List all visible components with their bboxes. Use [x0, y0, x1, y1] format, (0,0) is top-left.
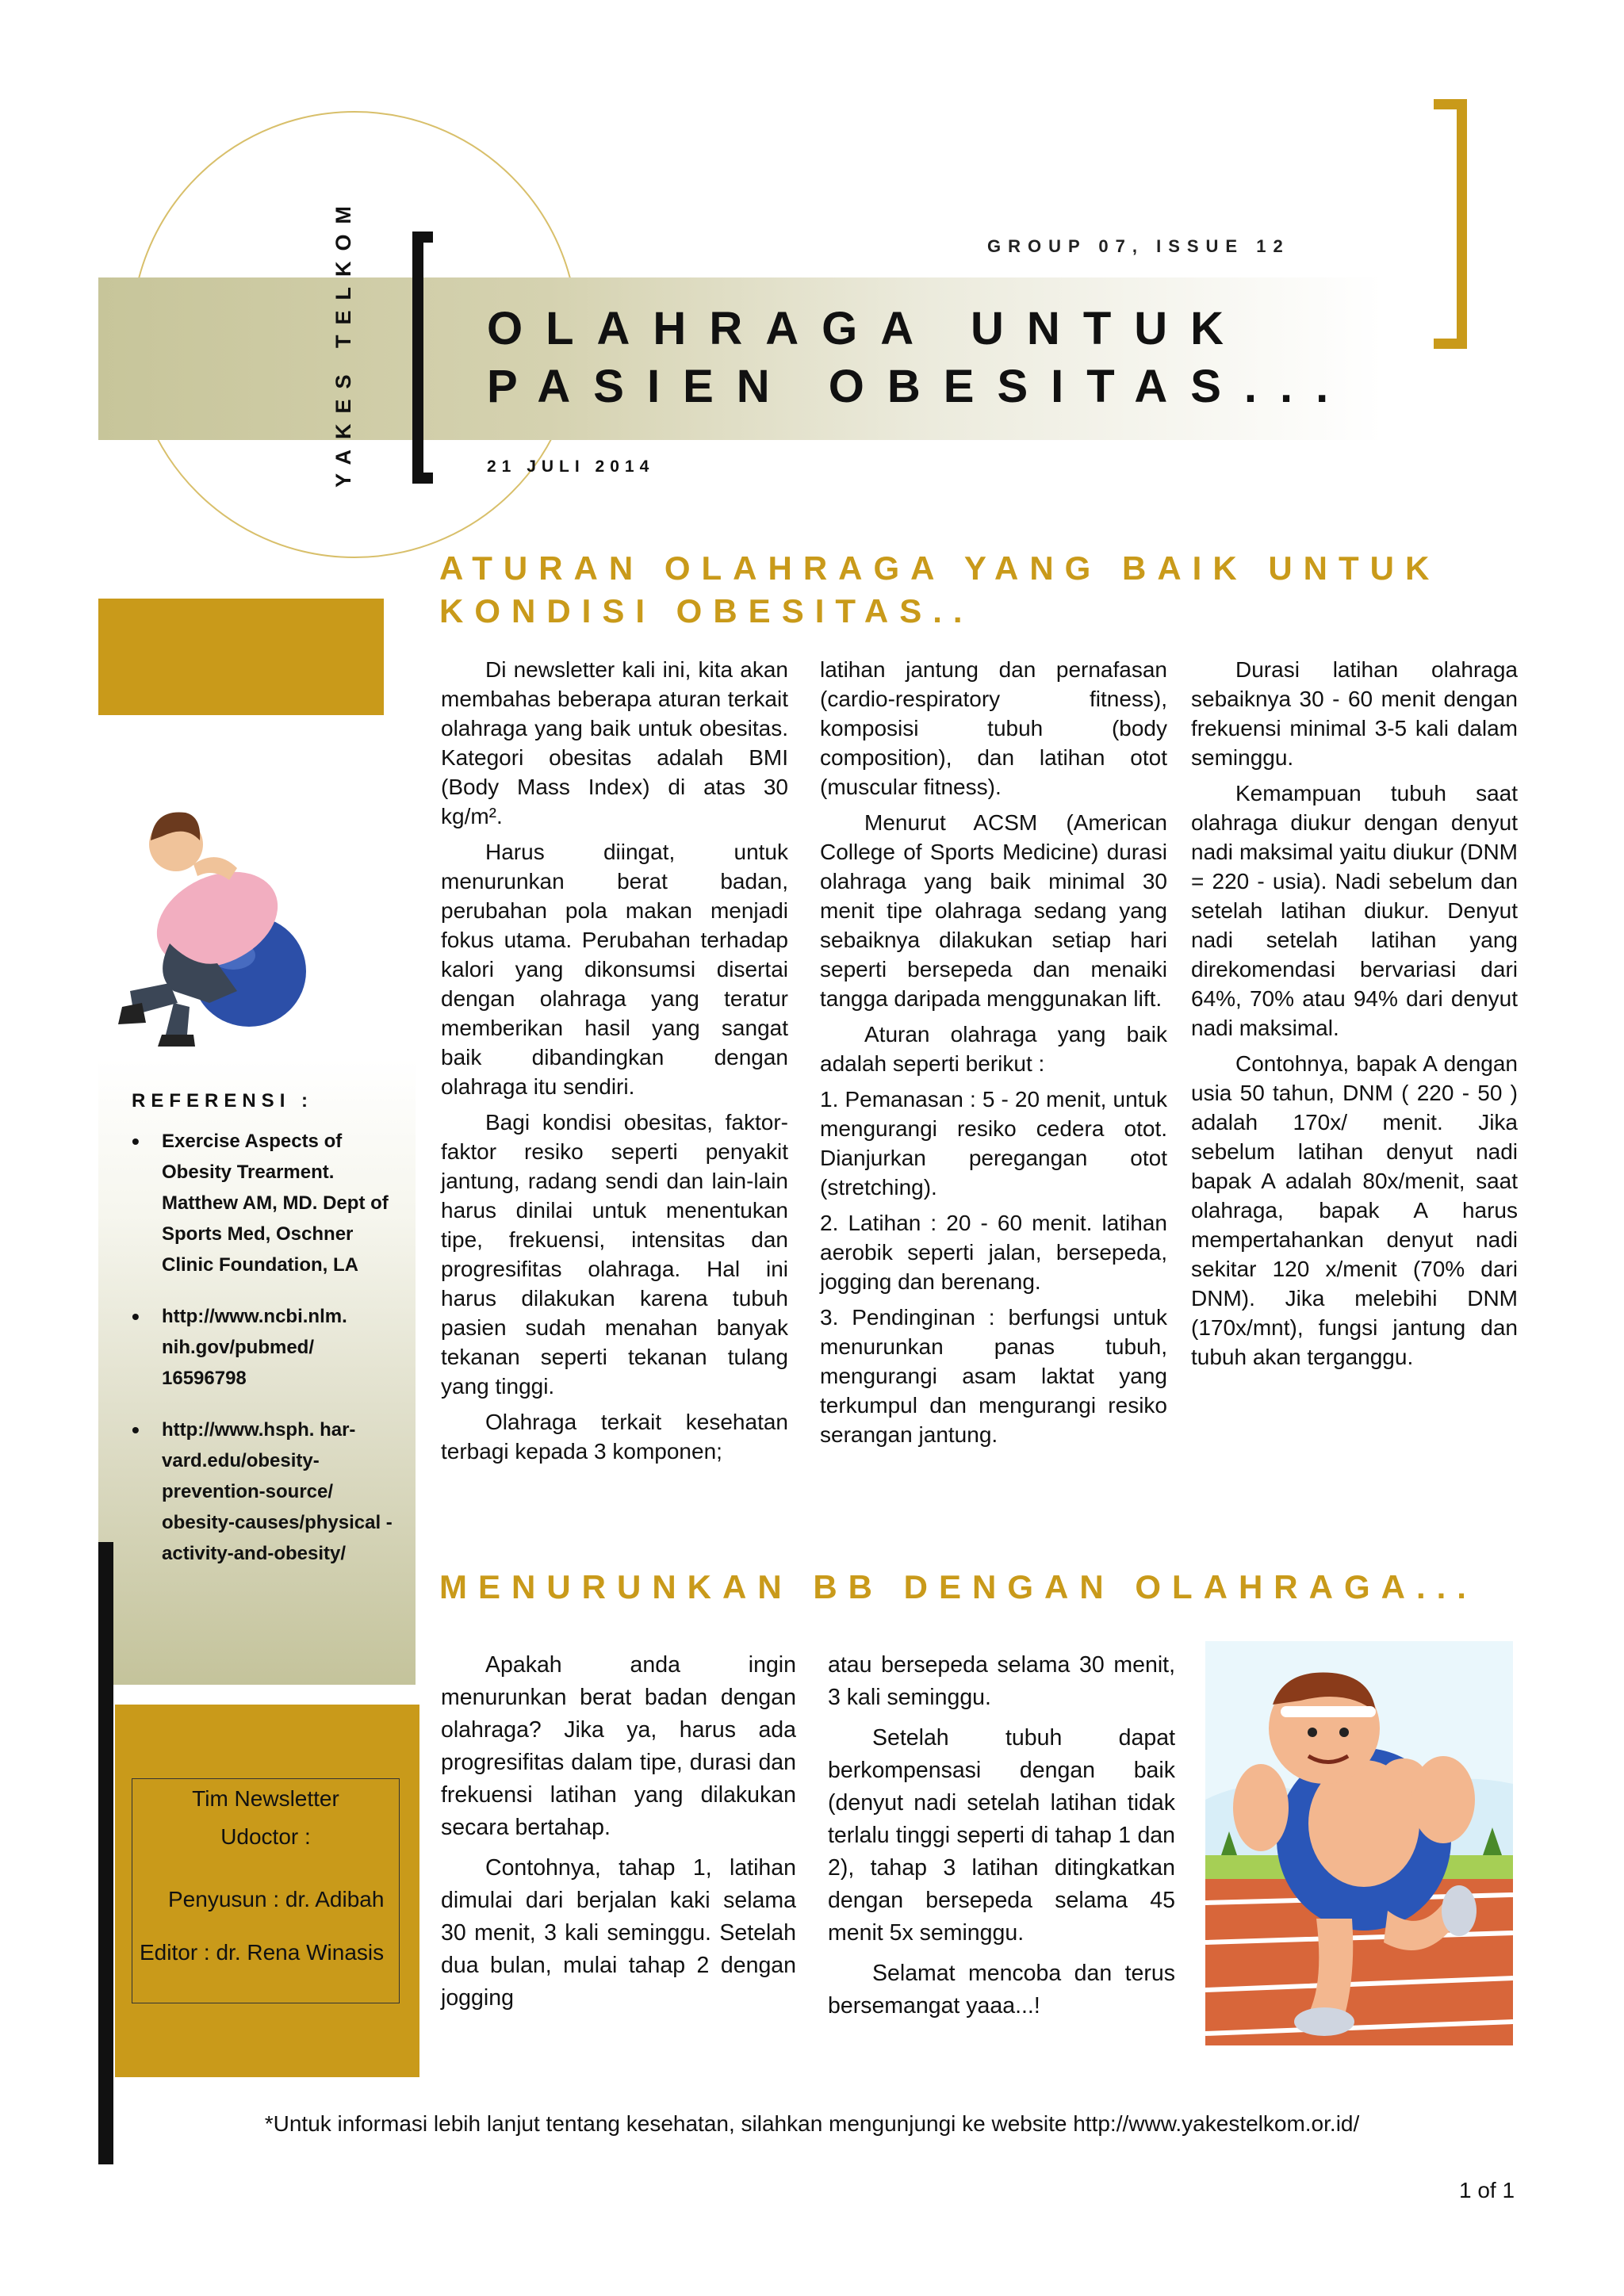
references-heading: REFERENSI :	[132, 1090, 314, 1112]
woman-exercise-ball-photo	[98, 729, 385, 1062]
title-line-2: PASIEN OBESITAS...	[487, 361, 1352, 412]
paragraph: latihan jantung dan pernafasan (cardio-respiratory fitness), komposisi tubuh (body composition), dan latihan otot (muscular fitness).	[820, 657, 1167, 799]
section2-heading: MENURUNKAN BB DENGAN OLAHRAGA...	[439, 1568, 1477, 1605]
section1-heading-line-1: ATURAN OLAHRAGA YANG BAIK UNTUK	[439, 549, 1441, 587]
section2-column-1	[441, 1649, 796, 2022]
paragraph: Apakah anda ingin menurunkan berat badan dengan olahraga? Jika ya, harus ada progresifitas dalam tipe, durasi dan frekuensi latihan yang dilakukan secara bertahap.	[441, 1652, 796, 1840]
section1-heading-line-2: KONDISI OBESITAS..	[439, 592, 974, 629]
reference-item: • Exercise Aspects of Obesity Trearment. Matthew AM, MD. Dept of Sports Med, Oschner Clinic Foundation, LA	[132, 1126, 401, 1280]
references-list	[132, 1126, 401, 1590]
paragraph: Harus diingat, untuk menurunkan berat badan, perubahan pola makan menjadi fokus utama. Perubahan terhadap kalori yang dikonsumsi disertai dengan olahraga yang teratur memberikan hasil yang sangat baik dibandingkan dengan olahraga itu sendiri.	[441, 840, 788, 1099]
list-item: 3. Pendinginan : berfungsi untuk menurunkan panas tubuh, mengurangi asam laktat yang terkumpul dan mengurangi resiko serangan jantung.	[820, 1305, 1167, 1447]
section1-column-3	[1191, 655, 1518, 1378]
paragraph: Setelah tubuh dapat berkompensasi dengan baik (denyut nadi setelah latihan tidak terlalu tinggi seperti di tahap 1 dan 2), tahap 3 latihan ditingkatkan dengan bersepeda selama 45 menit 5x seminggu.	[828, 1725, 1175, 1946]
team-title-2: Udoctor :	[220, 1824, 311, 1849]
team-editor: Editor : dr. Rena Winasis	[140, 1940, 385, 1965]
left-bracket	[412, 232, 433, 484]
gold-accent-block	[98, 599, 384, 715]
black-accent-bar	[98, 1542, 113, 2164]
footer-note: *Untuk informasi lebih lanjut tentang kesehatan, silahkan mengunjungi ke website http://www.yakestelkom.or.id/	[264, 2111, 1360, 2136]
reference-item[interactable]: • http://www.ncbi.nlm. nih.gov/pubmed/ 16596798	[132, 1301, 401, 1394]
reference-item[interactable]: • http://www.hsph. har- vard.edu/obesity- prevention-source/ obesity-causes/physical -activity-and-obesity/	[132, 1414, 401, 1569]
paragraph: Olahraga terkait kesehatan terbagi kepada 3 komponen;	[441, 1410, 788, 1464]
paragraph: Durasi latihan olahraga sebaiknya 30 - 60 menit dengan frekuensi minimal 3-5 kali dalam seminggu.	[1191, 657, 1518, 770]
paragraph: Aturan olahraga yang baik adalah seperti berikut :	[820, 1022, 1167, 1076]
list-item: 1. Pemanasan : 5 - 20 menit, untuk mengurangi resiko cedera otot. Dianjurkan peregangan otot (stretching).	[820, 1087, 1167, 1200]
paragraph: Kemampuan tubuh saat olahraga diukur dengan denyut nadi maksimal yaitu diukur (DNM = 220 - usia). Nadi sebelum dan setelah latihan diukur. Denyut nadi setelah latihan yang direkomendasi bervariasi dari 64%, 70% atau 94% dari denyut nadi maksimal.	[1191, 781, 1518, 1040]
section1-column-2	[820, 655, 1167, 1456]
org-name: YAKES TELKOM	[331, 195, 355, 488]
team-title-1: Tim Newsletter	[192, 1786, 339, 1811]
paragraph: Menurut ACSM (American College of Sports Medicine) durasi olahraga yang baik minimal 30 menit tipe olahraga sedang yang sebaiknya dilakukan setiap hari seperti bersepeda dan menaiki tangga daripada menggunakan lift.	[820, 810, 1167, 1011]
paragraph: Bagi kondisi obesitas, faktor-faktor resiko seperti penyakit jantung, radang sendi dan lain-lain harus dinilai untuk menentukan tipe, frekuensi, intensitas dan progresifitas olahraga. Hal ini harus dilakukan karena tubuh pasien sudah menahan banyak tekanan seperti tekanan tulang yang tinggi.	[441, 1110, 788, 1399]
paragraph: Contohnya, tahap 1, latihan dimulai dari berjalan kaki selama 30 menit, 3 kali seminggu. Setelah dua bulan, mulai tahap 2 dengan jogging	[441, 1855, 796, 2011]
paragraph: Contohnya, bapak A dengan usia 50 tahun, DNM ( 220 - 50 ) adalah 170x/ menit. Jika sebelum latihan denyut nadi bapak A adalah 80x/menit, saat olahraga, bapak A harus mempertahankan denyut nadi sekitar 120 x/menit (70% dari DNM). Jika melebihi DNM (170x/mnt), fungsi jantung dan tubuh akan terganggu.	[1191, 1051, 1518, 1369]
page-number: 1 of 1	[1459, 2178, 1515, 2202]
right-bracket	[1434, 99, 1467, 349]
paragraph: atau bersepeda selama 30 menit, 3 kali seminggu.	[828, 1652, 1175, 1710]
issue-label: GROUP 07, ISSUE 12	[987, 236, 1290, 256]
runner-cartoon-illustration	[1205, 1641, 1513, 2045]
list-item: 2. Latihan : 20 - 60 menit. latihan aerobik seperti jalan, bersepeda, jogging dan berenang.	[820, 1211, 1167, 1294]
team-author: Penyusun : dr. Adibah	[168, 1887, 385, 1911]
section1-heading	[439, 547, 1440, 633]
paragraph: Di newsletter kali ini, kita akan membahas beberapa aturan terkait olahraga yang baik untuk obesitas. Kategori obesitas adalah BMI (Body Mass Index) di atas 30 kg/m².	[441, 657, 788, 828]
newsletter-title	[487, 300, 1351, 415]
section1-column-1	[441, 655, 788, 1472]
issue-date: 21 JULI 2014	[487, 457, 655, 476]
paragraph: Selamat mencoba dan terus bersemangat yaaa...!	[828, 1961, 1175, 2019]
title-line-1: OLAHRAGA UNTUK	[487, 303, 1247, 354]
section2-column-2	[828, 1649, 1175, 2030]
